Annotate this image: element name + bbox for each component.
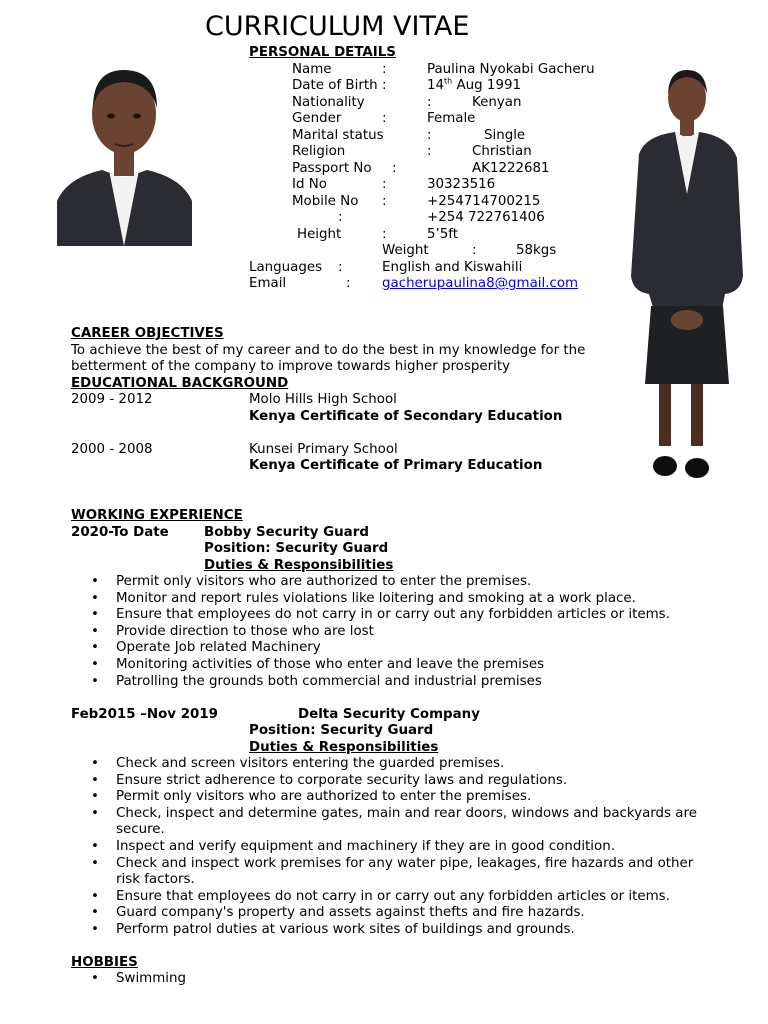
passport-colon: :	[392, 161, 397, 176]
weight-colon: :	[472, 243, 477, 258]
duty-item: • Check and screen visitors entering the guarded premises.	[71, 756, 711, 773]
job-company: Bobby Security Guard	[204, 525, 369, 540]
duties-list	[71, 756, 711, 939]
languages-label: Languages	[249, 260, 323, 275]
email-link[interactable]: gacherupaulina8@gmail.com	[382, 276, 579, 291]
hobby-item: • Swimming	[71, 971, 371, 988]
education-certificate: Kenya Certificate of Secondary Education	[249, 409, 563, 424]
duty-item: • Check and inspect work premises for any water pipe, leakages, fire hazards and other risk factors.	[71, 856, 711, 889]
nationality-value: Kenyan	[472, 95, 522, 110]
mobile-colon: :	[382, 194, 387, 209]
mobile2-colon: :	[338, 210, 343, 225]
weight-label: Weight	[382, 243, 429, 258]
nationality-colon: :	[427, 95, 432, 110]
duty-item: • Monitor and report rules violations like loitering and smoking at a work place.	[71, 591, 711, 608]
job-dates: 2020-To Date	[71, 525, 169, 540]
hobbies-list	[71, 971, 371, 988]
duties-heading: Duties & Responsibilities	[204, 558, 394, 573]
duty-item: • Guard company's property and assets against thefts and fire hazards.	[71, 905, 711, 922]
job-position: Position: Security Guard	[249, 723, 434, 738]
duties-list	[71, 574, 711, 690]
name-colon: :	[382, 62, 387, 77]
duty-item: • Perform patrol duties at various work sites of buildings and grounds.	[71, 922, 711, 939]
education-certificate: Kenya Certificate of Primary Education	[249, 458, 543, 473]
passport-value: AK1222681	[472, 161, 550, 176]
duty-item: • Permit only visitors who are authorized to enter the premises.	[71, 574, 711, 591]
duty-item: • Ensure that employees do not carry in or carry out any forbidden articles or items.	[71, 607, 711, 624]
duty-item: • Patrolling the grounds both commercial and industrial premises	[71, 674, 711, 691]
dob-label: Date of Birth	[292, 78, 378, 93]
dob-colon: :	[382, 78, 387, 93]
id-label: Id No	[292, 177, 327, 192]
experience-heading: WORKING EXPERIENCE	[71, 508, 243, 523]
gender-value: Female	[427, 111, 476, 126]
languages-value: English and Kiswahili	[382, 260, 523, 275]
weight-value: 58kgs	[516, 243, 557, 258]
mobile-label: Mobile No	[292, 194, 359, 209]
full-body-photo	[625, 66, 747, 486]
duty-item: • Provide direction to those who are lost	[71, 624, 711, 641]
job-position: Position: Security Guard	[204, 541, 389, 556]
duty-item: • Operate Job related Machinery	[71, 640, 711, 657]
duties-heading: Duties & Responsibilities	[249, 740, 439, 755]
duty-item: • Inspect and verify equipment and machinery if they are in good condition.	[71, 839, 711, 856]
religion-label: Religion	[292, 144, 346, 159]
personal-details-heading: PERSONAL DETAILS	[249, 45, 396, 60]
marital-colon: :	[427, 128, 432, 143]
hobbies-heading: HOBBIES	[71, 955, 138, 970]
education-years: 2000 - 2008	[71, 442, 153, 457]
marital-value: Single	[484, 128, 526, 143]
headshot-photo	[57, 66, 192, 246]
name-label: Name	[292, 62, 332, 77]
mobile-value: +254714700215	[427, 194, 541, 209]
document-title: CURRICULUM VITAE	[205, 11, 470, 42]
mobile2-value: +254 722761406	[427, 210, 545, 225]
marital-label: Marital status	[292, 128, 384, 143]
gender-colon: :	[382, 111, 387, 126]
education-heading: EDUCATIONAL BACKGROUND	[71, 376, 289, 391]
height-label: Height	[297, 227, 342, 242]
languages-colon: :	[338, 260, 343, 275]
religion-value: Christian	[472, 144, 532, 159]
duty-item: • Monitoring activities of those who enter and leave the premises	[71, 657, 711, 674]
duty-item: • Permit only visitors who are authorized to enter the premises.	[71, 789, 711, 806]
duty-item: • Check, inspect and determine gates, main and rear doors, windows and backyards are secure.	[71, 806, 711, 839]
religion-colon: :	[427, 144, 432, 159]
duty-item: • Ensure that employees do not carry in or carry out any forbidden articles or items.	[71, 889, 711, 906]
education-school: Molo Hills High School	[249, 392, 397, 407]
job-dates: Feb2015 –Nov 2019	[71, 707, 218, 722]
nationality-label: Nationality	[292, 95, 365, 110]
height-colon: :	[382, 227, 387, 242]
name-value: Paulina Nyokabi Gacheru	[427, 62, 595, 77]
duty-item: • Ensure strict adherence to corporate security laws and regulations.	[71, 773, 711, 790]
education-school: Kunsei Primary School	[249, 442, 398, 457]
job-company: Delta Security Company	[298, 707, 480, 722]
email-colon: :	[346, 276, 351, 291]
career-objectives-heading: CAREER OBJECTIVES	[71, 326, 224, 341]
career-objective-line-2: betterment of the company to improve towards higher prosperity	[71, 359, 510, 374]
education-years: 2009 - 2012	[71, 392, 153, 407]
gender-label: Gender	[292, 111, 342, 126]
passport-label: Passport No	[292, 161, 372, 176]
career-objective-line-1: To achieve the best of my career and to do the best in my knowledge for the	[71, 343, 586, 358]
height-value: 5’5ft	[427, 227, 459, 242]
dob-value: 14th Aug 1991	[427, 76, 522, 93]
id-value: 30323516	[427, 177, 496, 192]
email-label: Email	[249, 276, 287, 291]
id-colon: :	[382, 177, 387, 192]
